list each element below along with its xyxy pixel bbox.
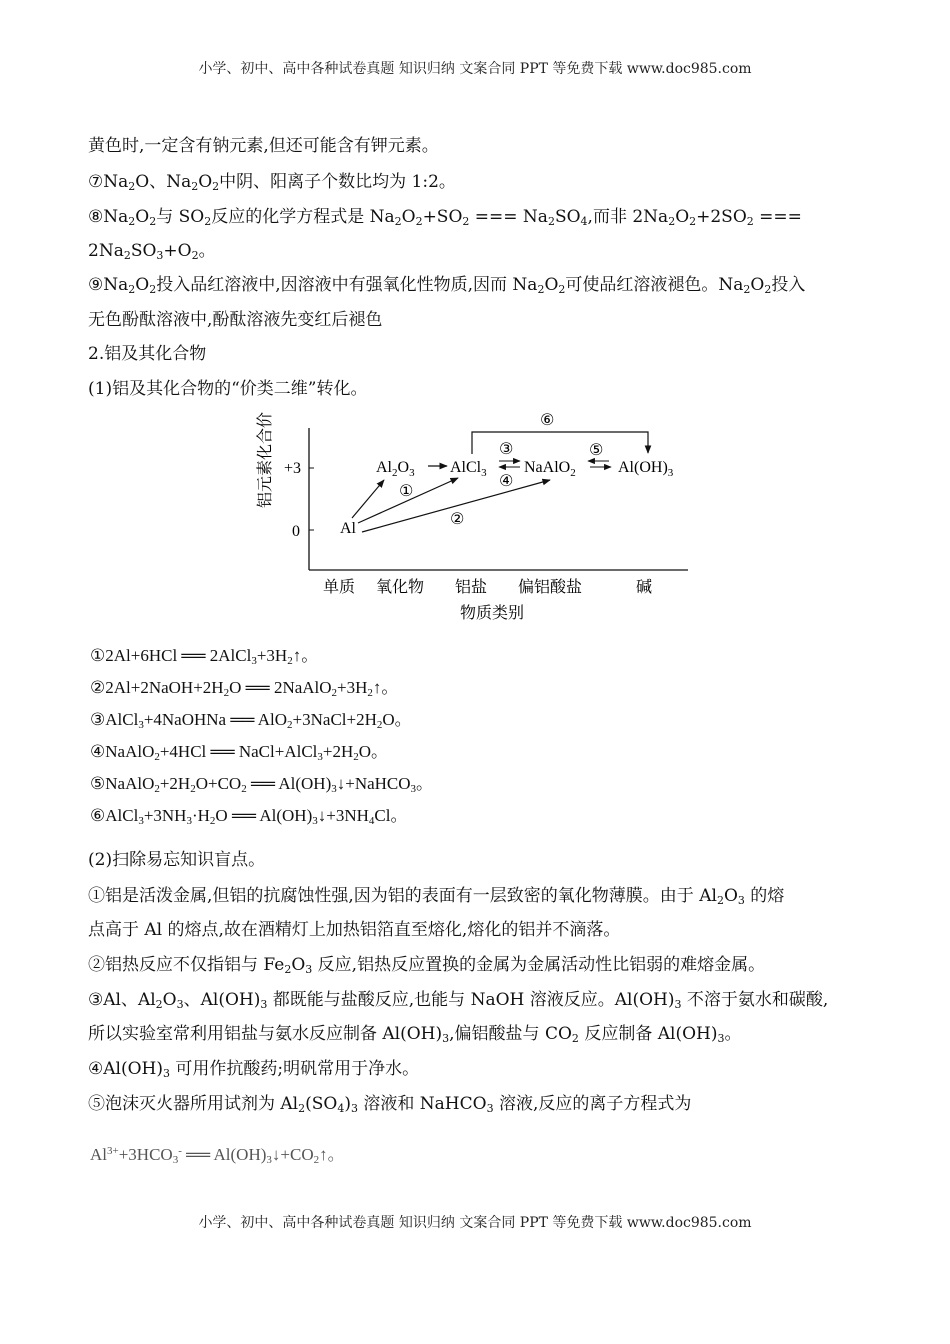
arrow-1-al-to-al2o3 [352, 480, 384, 518]
section-heading: 2.铝及其化合物 [88, 344, 207, 364]
page-header: 小学、初中、高中各种试卷真题 知识归纳 文案合同 PPT 等免费下载 www.doc985.com [198, 61, 752, 77]
part2-point-2: ②铝热反应不仅指铝与 $Fe_2O_3$ 反应,铝热反应置换的金属为金属活动性比铝弱的难熔金属。 [88, 955, 766, 976]
x-tick-label: 铝盐 [455, 577, 488, 596]
y-tick-label: +3 [284, 460, 302, 477]
equation-4: ④NaAlO$_2$+4HCl ══ $NaCl+AlCl_3+2H_2O$。 [90, 742, 389, 763]
text-line-2: $⑦Na_2O$、$Na_2O_2$中阴、阳离子个数比均为 1:2。 [88, 172, 456, 193]
arrow-label-1: ① [399, 481, 414, 500]
part2-point-3b: 所以实验室常利用铝盐与氨水反应制备 $Al(OH)_3$,偏铝酸盐与 $CO_2$ 反应制备 $Al(OH)_3$。 [88, 1024, 742, 1045]
x-tick-label: 偏铝酸盐 [518, 577, 583, 596]
equation-1: ①2Al+6HCl ══ $2AlCl_3+3H_2↑$。 [90, 646, 319, 667]
x-tick-label: 氧化物 [376, 577, 425, 596]
arrow-label-3: ③ [499, 439, 514, 458]
aluminum-conversion-diagram [0, 0, 950, 640]
part2-point-5: ⑤泡沫灭火器所用试剂为 $Al_2(SO_4)_3$ 溶液和 NaHCO$_3$ 溶液,反应的离子方程式为 [88, 1094, 692, 1115]
node-alcl3: AlCl$_3$ [450, 459, 487, 479]
y-axis-title: 铝元素化合价 [255, 411, 274, 508]
equation-2: $②2Al+2NaOH+2H_2O$ ══ $2NaAlO_2+3H_2↑$。 [90, 678, 399, 699]
equation-3: ③AlCl$_3$+4NaOHNa ══ $AlO_2+3NaCl+2H_2O$。 [90, 710, 412, 731]
part2-point-1a: ①铝是活泼金属,但铝的抗腐蚀性强,因为铝的表面有一层致密的氧化物薄膜。由于 $Al_2O_3$ 的熔 [88, 886, 785, 907]
text-line-3: $⑧Na_2O_2$与 $SO_2$反应的化学方程式是 $Na_2O_2+SO_2$ === $Na_2SO_4$,而非 $2Na_2O_2+2SO_2$ === [88, 207, 802, 228]
arrow-label-2: ② [450, 509, 465, 528]
x-tick-label: 碱 [636, 577, 653, 596]
arrow-label-5: ⑤ [589, 440, 604, 459]
text-line-4: $2Na_2SO_3+O_2$。 [88, 241, 216, 262]
equation-6: $⑥AlCl_3+3NH_3\cdot H_2O$ ══ $Al(OH)_3↓+3NH_4Cl$。 [90, 806, 408, 827]
x-tick-label: 单质 [323, 577, 356, 596]
node-naalo2: NaAlO$_2$ [524, 459, 576, 479]
equation-5: $⑤NaAlO_2+2H_2O+CO_2$ ══ $Al(OH)_3↓+NaHCO_3$。 [90, 774, 434, 795]
node-al2o3: $Al_2O_3$ [376, 459, 415, 479]
node-aloh3: $Al(OH)_3$ [618, 459, 674, 479]
part2-point-1b: 点高于 Al 的熔点,故在酒精灯上加热铝箔直至熔化,熔化的铝并不滴落。 [88, 920, 621, 940]
text-line-1: 黄色时,一定含有钠元素,但还可能含有钾元素。 [88, 136, 439, 156]
part2-point-4: $④Al(OH)_3$ 可用作抗酸药;明矾常用于净水。 [88, 1059, 420, 1080]
part2-title: (2)扫除易忘知识盲点。 [88, 850, 266, 870]
text-line-6: 无色酚酞溶液中,酚酞溶液先变红后褪色 [88, 310, 383, 330]
arrow-label-6: ⑥ [540, 410, 555, 429]
part2-point-3a: ③Al、$Al_2O_3$、$Al(OH)_3$ 都既能与盐酸反应,也能与 NaOH 溶液反应。$Al(OH)_3$ 不溶于氨水和碳酸, [88, 990, 829, 1011]
subsection-heading: (1)铝及其化合物的“价类二维”转化。 [88, 379, 368, 399]
arrow-label-4: ④ [499, 471, 514, 490]
text-line-5: $⑨Na_2O_2$投入品红溶液中,因溶液中有强氧化性物质,因而 $Na_2O_2$可使品红溶液褪色。$Na_2O_2$投入 [88, 275, 806, 296]
page-footer: 小学、初中、高中各种试卷真题 知识归纳 文案合同 PPT 等免费下载 www.doc985.com [198, 1215, 752, 1231]
y-tick-label: 0 [292, 523, 300, 540]
x-axis-title: 物质类别 [460, 603, 525, 622]
ionic-equation: $Al^{3+}+3HCO_3^-$ ══ $Al(OH)_3↓+CO_2↑$。 [90, 1145, 345, 1166]
node-al: Al [340, 520, 356, 537]
